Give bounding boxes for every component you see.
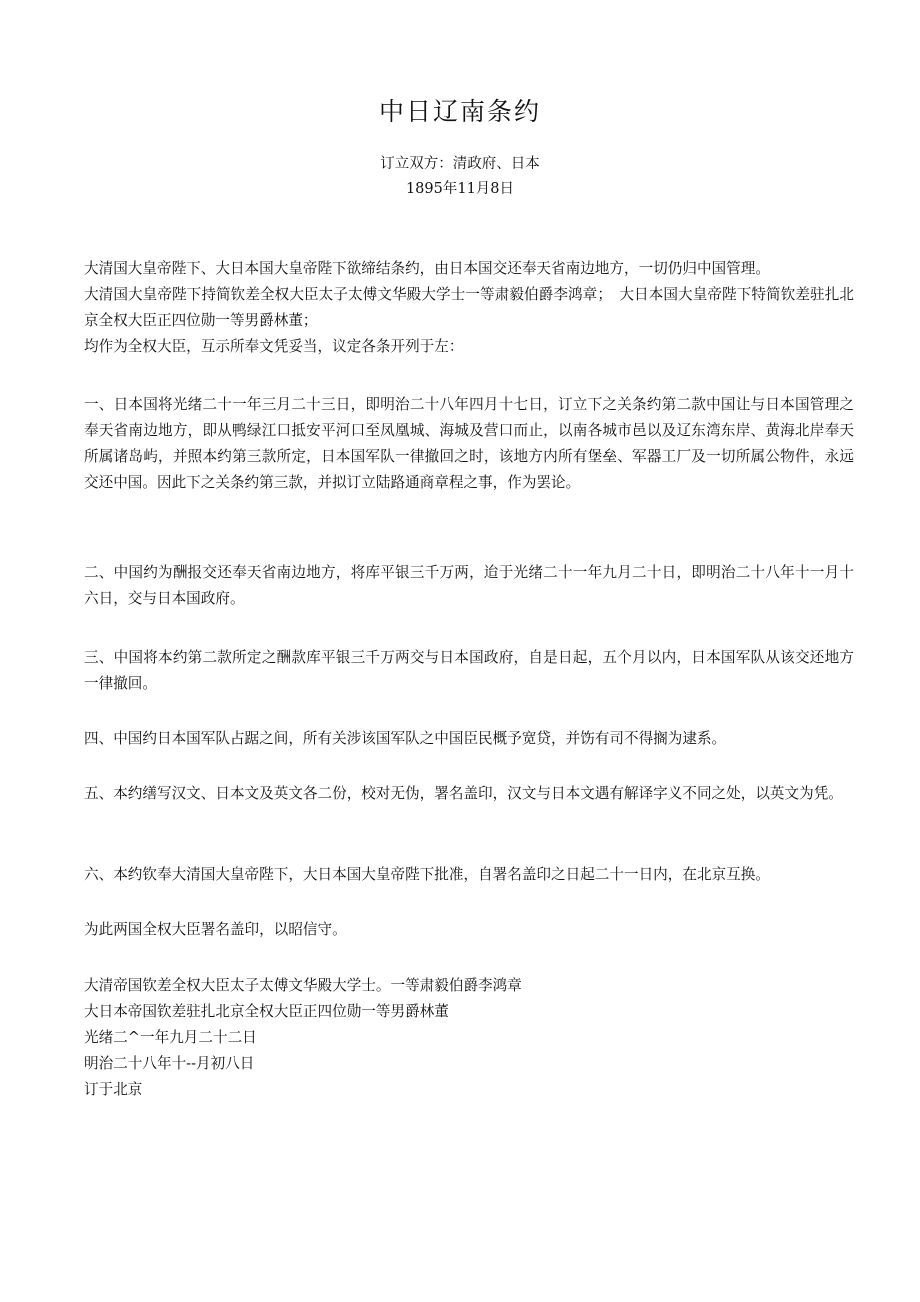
date-guangxu: 光绪二^一年九月二十二日 [84,1029,257,1046]
article-6 [84,862,854,888]
date-meiji: 明治二十八年十--月初八日 [84,1055,255,1072]
article-text: 四、中国约日本国军队占踞之间，所有关涉该国军队之中国臣民概予宽贷，并饬有司不得搁为逮系。 [84,730,727,747]
preamble-line-3: 均作为全权大臣，互示所奉文凭妥当，议定各条开列于左： [84,338,464,355]
article-text: 二、中国约为酬报交还奉天省南边地方，将库平银三千万两，迨于光绪二十一年九月二十日，即明治二十八年十一月十六日，交与日本国政府。 [84,564,854,607]
article-1 [84,392,854,496]
article-text: 三、中国将本约第二款所定之酬款库平银三千万两交与日本国政府，自是日起，五个月以内，日本国军队从该交还地方一律撤回。 [84,649,854,692]
signing-place: 订于北京 [84,1081,143,1098]
treaty-parties: 订立双方：清政府、日本 [380,156,540,172]
signature-block [84,973,854,1103]
preamble [84,256,854,360]
closing-statement [84,917,854,943]
signature-japan: 大日本帝国钦差驻扎北京全权大臣正四位勋一等男爵林董 [84,1003,449,1020]
article-3 [84,645,854,697]
article-2 [84,560,854,612]
document-title: 中日辽南条约 [378,97,541,126]
article-5 [84,781,854,807]
article-text: 五、本约缮写汉文、日本文及英文各二份，校对无伪，署名盖印，汉文与日本文遇有解译字义不同之处，以英文为凭。 [84,785,843,802]
article-4 [84,726,854,752]
preamble-line-1: 大清国大皇帝陛下、大日本国大皇帝陛下欲缔结条约，由日本国交还奉天省南边地方，一切仍归中国管理。 [84,260,770,277]
signature-qing: 大清帝国钦差全权大臣太子太傅文华殿大学士。一等肃毅伯爵李鸿章 [84,977,522,994]
article-text: 一、日本国将光绪二十一年三月二十三日，即明治二十八年四月十七日，订立下之关条约第二款中国让与日本国管理之奉天省南边地方，即从鸭绿江口抵安平河口至凤凰城、海城及营口而止，以南各城市邑以及辽东湾东岸、黄海北岸奉天所属诸岛屿，并照本约第三款所定，日本国军队一律撤回之时，该地方内所有堡垒、军器工厂及一切所属公物件，永远交还中国。因此下之关条约第三款，并拟订立陆路通商章程之事，作为罢论。 [84,396,854,491]
article-text: 六、本约钦奉大清国大皇帝陛下，大日本国大皇帝陛下批准，自署名盖印之日起二十一日内，在北京互换。 [84,866,770,883]
preamble-line-2: 大清国大皇帝陛下持简钦差全权大臣太子太傅文华殿大学士一等肃毅伯爵李鸿章； 大日本国大皇帝陛下特简钦差驻扎北京全权大臣正四位勋一等男爵林董； [84,286,854,329]
treaty-date: 1895年11月8日 [405,181,515,197]
closing-text: 为此两国全权大臣署名盖印，以昭信守。 [84,921,347,938]
